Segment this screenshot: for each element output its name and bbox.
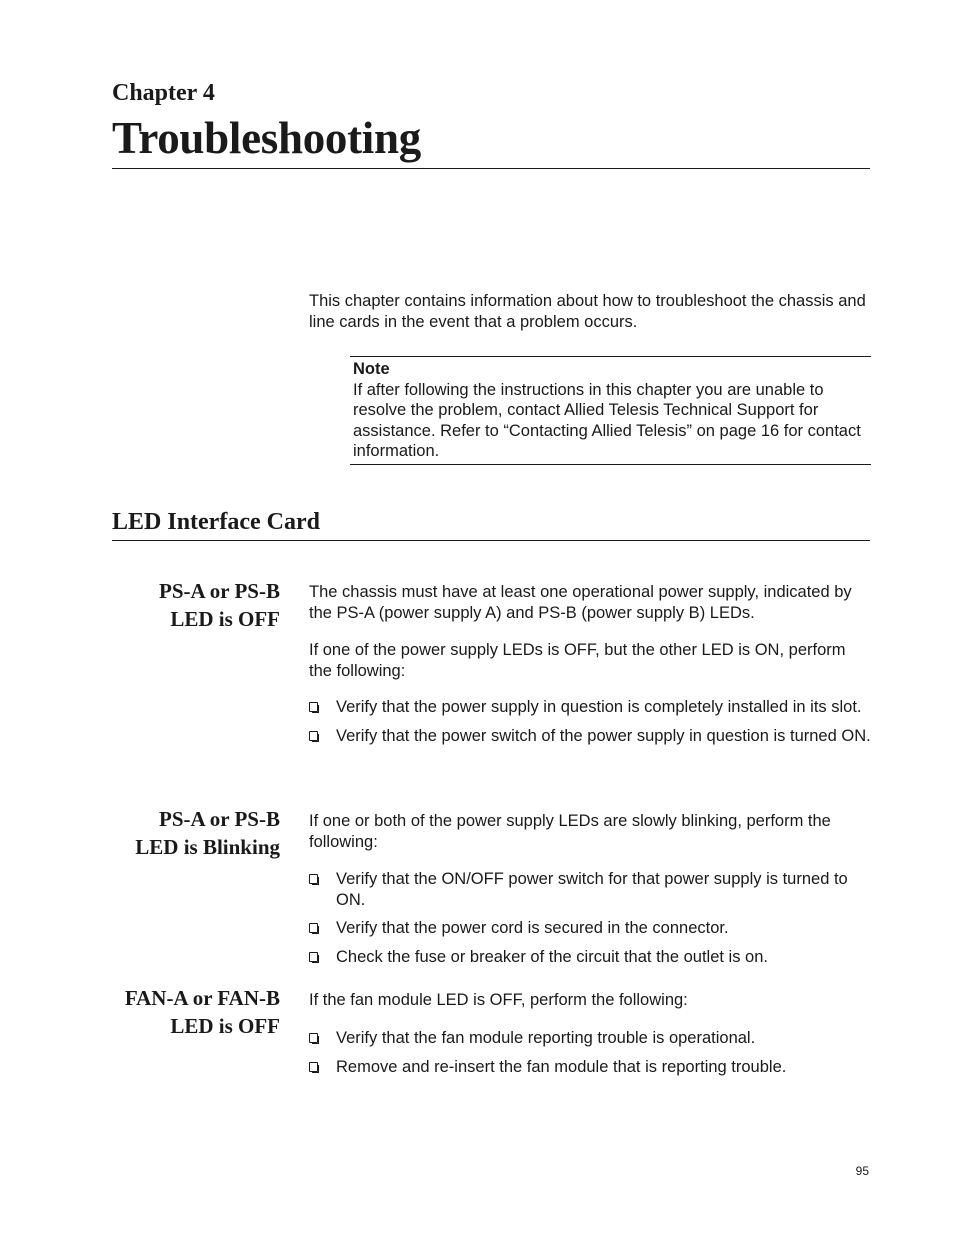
topic-heading-line: LED is OFF (170, 1013, 280, 1038)
note-text: If after following the instructions in this chapter you are unable to resolve the problem, contact Allied Telesis Technical Support for assistance. Refer to “Contacting Allied Telesis” on page 16 for contact information. (353, 380, 861, 460)
bullet-list (309, 697, 871, 754)
note-label: Note (353, 360, 390, 378)
bullet-list (309, 1028, 871, 1085)
topic-heading-line: FAN-A or FAN-B (124, 986, 280, 1010)
list-item (309, 1057, 871, 1078)
section-title-rule (112, 540, 870, 541)
topic-paragraph: If one or both of the power supply LEDs are slowly blinking, perform the following: (309, 812, 831, 851)
topic-heading-line: PS-A or PS-B (159, 579, 280, 603)
topic-heading-line: LED is OFF (170, 606, 280, 631)
checkbox-bullet-icon (309, 702, 318, 712)
list-item-text: Verify that the fan module reporting trouble is operational. (336, 1029, 756, 1047)
list-item-text: Check the fuse or breaker of the circuit that the outlet is on. (336, 947, 768, 966)
page-number: 95 (855, 1164, 869, 1178)
note-box (353, 359, 865, 462)
chapter-title-rule (112, 168, 870, 169)
intro-paragraph: This chapter contains information about how to troubleshoot the chassis and line cards in the event that a problem occurs. (309, 292, 866, 331)
note-bottom-rule (350, 464, 871, 465)
list-item-text: Verify that the power cord is secured in the connector. (336, 919, 729, 937)
list-item-text: Verify that the ON/OFF power switch for that power supply is turned to ON. (336, 870, 848, 909)
checkbox-bullet-icon (309, 1033, 318, 1043)
topic-heading-ps-blinking (80, 806, 280, 861)
chapter-title: Troubleshooting (112, 113, 421, 163)
list-item-text: Remove and re-insert the fan module that is reporting trouble. (336, 1057, 787, 1076)
checkbox-bullet-icon (309, 923, 318, 933)
list-item (309, 947, 871, 968)
topic-paragraph: The chassis must have at least one operational power supply, indicated by the PS-A (power supply A) and PS-B (power supply B) LEDs. (309, 583, 852, 622)
list-item (309, 697, 871, 718)
topic-heading-line: LED is Blinking (135, 834, 280, 859)
checkbox-bullet-icon (309, 874, 318, 884)
topic-heading-fan-off (80, 985, 280, 1040)
checkbox-bullet-icon (309, 952, 318, 962)
checkbox-bullet-icon (309, 1062, 318, 1072)
topic-heading-ps-off (80, 578, 280, 633)
bullet-list (309, 869, 871, 975)
checkbox-bullet-icon (309, 731, 318, 741)
chapter-label: Chapter 4 (112, 80, 215, 106)
note-top-rule (350, 356, 871, 357)
list-item-text: Verify that the power switch of the power supply in question is turned ON. (336, 726, 871, 745)
section-title: LED Interface Card (112, 509, 320, 535)
topic-paragraph: If the fan module LED is OFF, perform the following: (309, 991, 688, 1009)
list-item-text: Verify that the power supply in question is completely installed in its slot. (336, 698, 862, 716)
list-item (309, 726, 871, 747)
topic-heading-line: PS-A or PS-B (159, 807, 280, 831)
list-item (309, 869, 871, 910)
list-item (309, 918, 871, 939)
list-item (309, 1028, 871, 1049)
topic-paragraph: If one of the power supply LEDs is OFF, but the other LED is ON, perform the following: (309, 641, 846, 680)
